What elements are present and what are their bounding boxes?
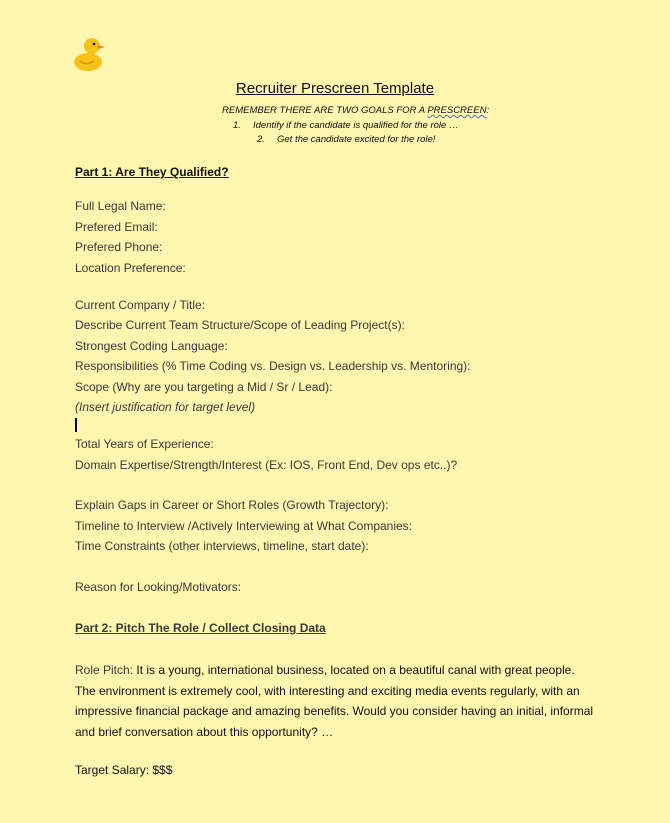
goal-item: [257, 134, 435, 145]
goal-number: 1.: [233, 120, 241, 131]
field-current-company: Current Company / Title:: [75, 298, 206, 312]
goal-text: Get the candidate excited for the role!: [277, 134, 436, 145]
field-time-constraints: Time Constraints (other interviews, timeline, start date):: [75, 539, 369, 553]
reminder-prefix: REMEMBER THERE ARE TWO GOALS FOR A: [222, 105, 428, 116]
field-scope: Scope (Why are you targeting a Mid / Sr / Lead):: [75, 380, 333, 394]
field-domain-expertise: Domain Expertise/Strength/Interest (Ex: IOS, Front End, Dev ops etc..)?: [75, 458, 458, 472]
field-interview-timeline: Timeline to Interview /Actively Interviewing at What Companies:: [75, 519, 413, 533]
role-pitch-text: It is a young, international business, located on a beautiful canal with great people. The environment is extremely cool, with interesting and exciting media events regularly, with an impressive financial package and amazing benefits. Would you consider having an initial, informal and brief conversation about this opportunity? …: [75, 663, 594, 739]
role-pitch: [75, 660, 595, 742]
part1-heading: Part 1: Are They Qualified?: [75, 165, 229, 179]
goal-text: Identify if the candidate is qualified for the role …: [253, 120, 459, 131]
text-cursor: [75, 418, 77, 432]
reminder-suffix: :: [486, 105, 490, 116]
justification-note: (Insert justification for target level): [75, 400, 256, 414]
reminder-highlight: PRESCREEN: [427, 105, 487, 116]
field-responsibilities: Responsibilities (% Time Coding vs. Design vs. Leadership vs. Mentoring):: [75, 359, 471, 373]
field-career-gaps: Explain Gaps in Career or Short Roles (Growth Trajectory):: [75, 498, 389, 512]
part2-heading: Part 2: Pitch The Role / Collect Closing Data: [75, 621, 326, 635]
reminder-line: [222, 105, 489, 116]
target-salary: Target Salary: $$$: [75, 763, 173, 777]
document-title: Recruiter Prescreen Template: [235, 80, 435, 97]
field-preferred-email: Prefered Email:: [75, 220, 158, 234]
role-pitch-label: Role Pitch:: [75, 663, 134, 677]
goal-number: 2.: [257, 134, 265, 145]
field-full-legal-name: Full Legal Name:: [75, 199, 166, 213]
goal-item: [233, 120, 458, 131]
rubber-duck-icon: [72, 34, 106, 72]
field-preferred-phone: Prefered Phone:: [75, 240, 163, 254]
field-location-preference: Location Preference:: [75, 261, 186, 275]
field-total-years: Total Years of Experience:: [75, 437, 214, 451]
field-motivators: Reason for Looking/Motivators:: [75, 580, 242, 594]
field-team-structure: Describe Current Team Structure/Scope of Leading Project(s):: [75, 318, 405, 332]
field-coding-language: Strongest Coding Language:: [75, 339, 228, 353]
